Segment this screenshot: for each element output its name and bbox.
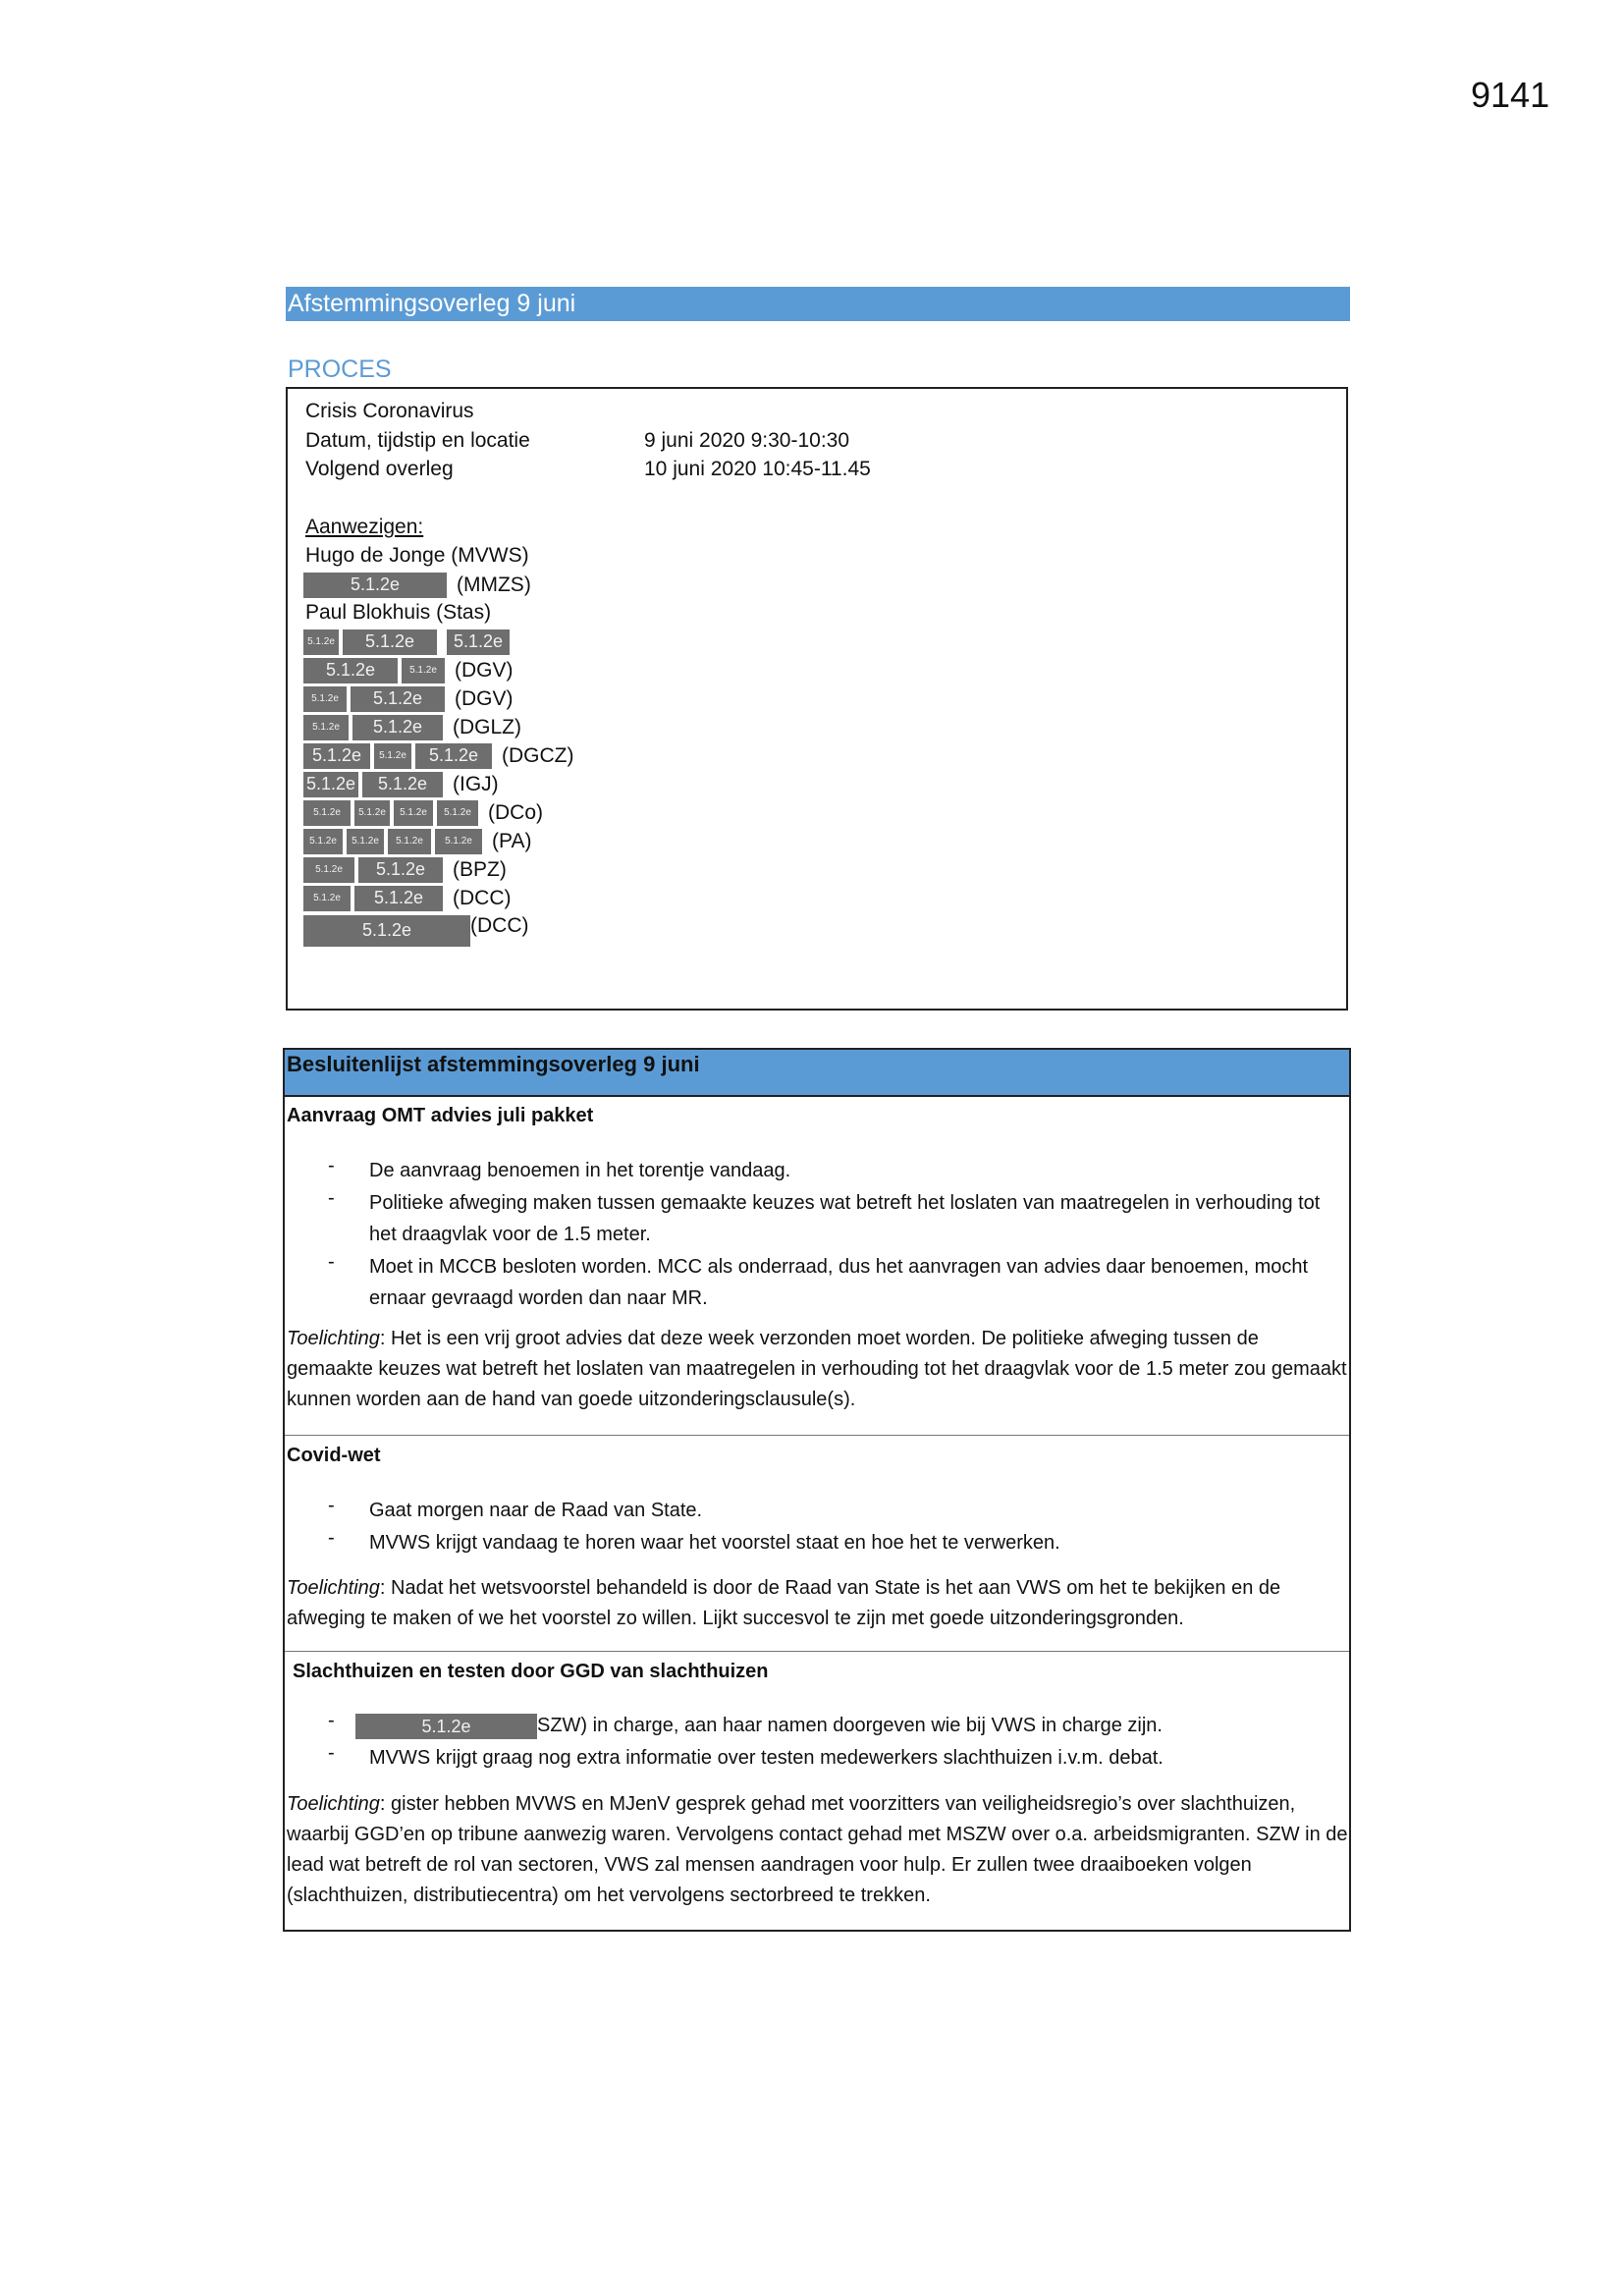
attendee-org: (MMZS) [457, 573, 531, 596]
datum-value: 9 juni 2020 9:30-10:30 [644, 429, 850, 452]
redaction: 5.1.2e [303, 857, 358, 883]
redaction: 5.1.2e [388, 829, 435, 854]
redaction: 5.1.2e [437, 800, 482, 826]
crisis-label: Crisis Coronavirus [305, 400, 474, 422]
redaction: 5.1.2e [352, 715, 447, 740]
attendee-row [303, 742, 573, 769]
section-title: Aanvraag OMT advies juli pakket [287, 1105, 594, 1126]
page-number: 9141 [1471, 75, 1550, 115]
attendee-row [303, 629, 514, 655]
volgend-value: 10 juni 2020 10:45-11.45 [644, 458, 871, 480]
note-label: Toelichting [287, 1328, 380, 1349]
list-item-text: SZW) in charge, aan haar namen doorgeven wie bij VWS in charge zijn. [537, 1715, 1163, 1736]
redaction: 5.1.2e [374, 743, 415, 769]
redaction: 5.1.2e [354, 800, 394, 826]
redaction: 5.1.2e [351, 686, 449, 712]
attendee-row [303, 856, 507, 883]
attendees-label: Aanwezigen: [305, 516, 424, 538]
toelichting-note [287, 1789, 1349, 1911]
redaction: 5.1.2e [303, 772, 362, 797]
redaction: 5.1.2e [343, 629, 441, 655]
redaction: 5.1.2e [303, 715, 352, 740]
note-text: : Nadat het wetsvoorstel behandeld is door de Raad van State is het aan VWS om het te bekijken en de afweging te maken of we het voorstel zo willen. Lijkt succesvol te zijn met goede uitzonderingsgronden. [287, 1577, 1281, 1629]
list-item-text: Moet in MCCB besloten worden. MCC als onderraad, dus het aanvragen van advies daar benoemen, mocht ernaar gevraagd worden dan naar MR. [369, 1256, 1309, 1309]
attendee-org: (DCC) [453, 886, 512, 909]
attendee-row [303, 885, 511, 911]
attendee-org: (DGV) [455, 686, 514, 710]
list-item-text: De aanvraag benoemen in het torentje vandaag. [369, 1160, 791, 1181]
list-item-text: MVWS krijgt vandaag te horen waar het voorstel staat en hoe het te verwerken. [369, 1532, 1060, 1554]
attendee-org: (PA) [492, 829, 532, 852]
attendee-row [303, 657, 514, 683]
attendee-row [303, 685, 514, 712]
redaction: 5.1.2e [303, 658, 402, 683]
redaction: 5.1.2e [355, 1714, 537, 1739]
divider [285, 1651, 1349, 1652]
redaction: 5.1.2e [402, 658, 449, 683]
redaction: 5.1.2e [394, 800, 437, 826]
attendee-line: Paul Blokhuis (Stas) [305, 601, 492, 624]
attendee-org: (DGCZ) [502, 743, 574, 767]
note-text: : Het is een vrij groot advies dat deze week verzonden moet worden. De politieke afweging tussen de gemaakte keuzes wat betreft het loslaten van maatregelen in verhouding tot het draagvlak voor de 1.5 meter zou gemaakt kunnen worden aan de hand van goede uitzonderingsclausule(s). [287, 1328, 1347, 1410]
section-title: Slachthuizen en testen door GGD van slachthuizen [293, 1661, 769, 1682]
redaction: 5.1.2e [354, 886, 447, 911]
redaction: 5.1.2e [435, 829, 486, 854]
redaction: 5.1.2e [447, 629, 514, 655]
attendee-org: (DCC) [470, 913, 529, 937]
attendee-row [303, 913, 529, 944]
list-item-text: Politieke afweging maken tussen gemaakte keuzes wat betreft het loslaten van maatregelen in verhouding tot het draagvlak voor de 1.5 meter. [369, 1192, 1321, 1245]
datum-label: Datum, tijdstip en locatie [305, 429, 530, 452]
section-title: Covid-wet [287, 1445, 381, 1466]
redaction: 5.1.2e [303, 800, 354, 826]
attendee-org: (DGV) [455, 658, 514, 682]
note-text: : gister hebben MVWS en MJenV gesprek gehad met voorzitters van veiligheidsregio’s over slachthuizen, waarbij GGD’en op tribune aanwezig waren. Vervolgens contact gehad met MSZW over o.a. arbeidsmigranten. SZW in de lead wat betreft de rol van sectoren, VWS zal mensen aandragen voor hulp. Er zullen twee draaiboeken volgen (slachthuizen, distributiecentra) om het vervolgens sectorbreed te trekken. [287, 1793, 1348, 1906]
attendee-row [303, 771, 499, 797]
redaction: 5.1.2e [303, 886, 354, 911]
attendee-row [303, 799, 543, 826]
list-item-text: Gaat morgen naar de Raad van State. [369, 1500, 703, 1521]
list-item-text: MVWS krijgt graag nog extra informatie over testen medewerkers slachthuizen i.v.m. debat. [369, 1747, 1164, 1769]
attendee-org: (DGLZ) [453, 715, 521, 738]
redaction: 5.1.2e [415, 743, 496, 769]
attendee-row [303, 572, 531, 598]
attendee-org: (DCo) [488, 800, 543, 824]
document-title: Afstemmingsoverleg 9 juni [286, 287, 1350, 321]
divider [285, 1435, 1349, 1436]
attendee-row [303, 714, 521, 740]
proces-box [286, 387, 1348, 1011]
redaction: 5.1.2e [358, 857, 447, 883]
redaction: 5.1.2e [303, 686, 351, 712]
toelichting-note [287, 1573, 1349, 1634]
attendee-org: (IGJ) [453, 772, 499, 795]
redaction: 5.1.2e [347, 829, 388, 854]
attendee-row [303, 828, 531, 854]
attendee-org: (BPZ) [453, 857, 507, 881]
redaction: 5.1.2e [303, 573, 451, 598]
attendee-line: Hugo de Jonge (MVWS) [305, 544, 529, 567]
volgend-label: Volgend overleg [305, 458, 454, 480]
redaction: 5.1.2e [303, 829, 347, 854]
redaction: 5.1.2e [362, 772, 447, 797]
redaction: 5.1.2e [303, 915, 470, 947]
besluitenlijst-header: Besluitenlijst afstemmingsoverleg 9 juni [285, 1050, 1349, 1097]
besluitenlijst-table: Besluitenlijst afstemmingsoverleg 9 juni Aanvraag OMT advies juli pakket - De aanvraag benoemen in het torentje vandaag. - Politieke afweging maken tussen gemaakte keuzes wat betreft het loslaten van maatregelen in verhouding tot het draagvlak voor de 1.5 meter. - Moet in MCCB besloten worden. MCC als onderraad, dus het aanvragen van advies daar benoemen, mocht ernaar gevraagd worden dan naar MR. Toelichting: Het is een vrij groot advies dat deze week verzonden moet worden. De politieke afweging tussen de gemaakte keuzes wat betreft het loslaten van maatregelen in verhouding tot het draagvlak voor de 1.5 meter zou gemaakt kunnen worden aan de hand van goede uitzonderingsclausule(s). Covid-wet - Gaat morgen naar de Raad van State. - MVWS krijgt vandaag te horen waar het voorstel staat en hoe het te verwerken. Toelichting: Nadat het wetsvoorstel behandeld is door de Raad van State is het aan VWS om het te bekijken en de afweging te maken of we het voorstel zo willen. Lijkt succesvol te zijn met goede uitzonderingsgronden. Slachthuizen en testen door GGD van slachthuizen - 5.1.2e SZW) in charge, aan haar namen doorgeven wie bij VWS in charge zijn. - MVWS krijgt graag nog extra informatie over testen medewerkers slachthuizen i.v.m. debat. Toelichting: gister hebben MVWS en MJenV gesprek gehad met voorzitters van veiligheidsregio’s over slachthuizen, waarbij GGD’en op tribune aanwezig waren. Vervolgens contact gehad met MSZW over o.a. arbeidsmigranten. SZW in de lead wat betreft de rol van sectoren, VWS zal mensen aandragen voor hulp. Er zullen twee draaiboeken volgen (slachthuizen, distributiecentra) om het vervolgens sectorbreed te trekken. [283, 1048, 1351, 1932]
section-heading: PROCES [288, 355, 392, 383]
toelichting-note [287, 1324, 1349, 1415]
note-label: Toelichting [287, 1577, 380, 1599]
note-label: Toelichting [287, 1793, 380, 1815]
redaction: 5.1.2e [303, 629, 343, 655]
redaction: 5.1.2e [303, 743, 374, 769]
